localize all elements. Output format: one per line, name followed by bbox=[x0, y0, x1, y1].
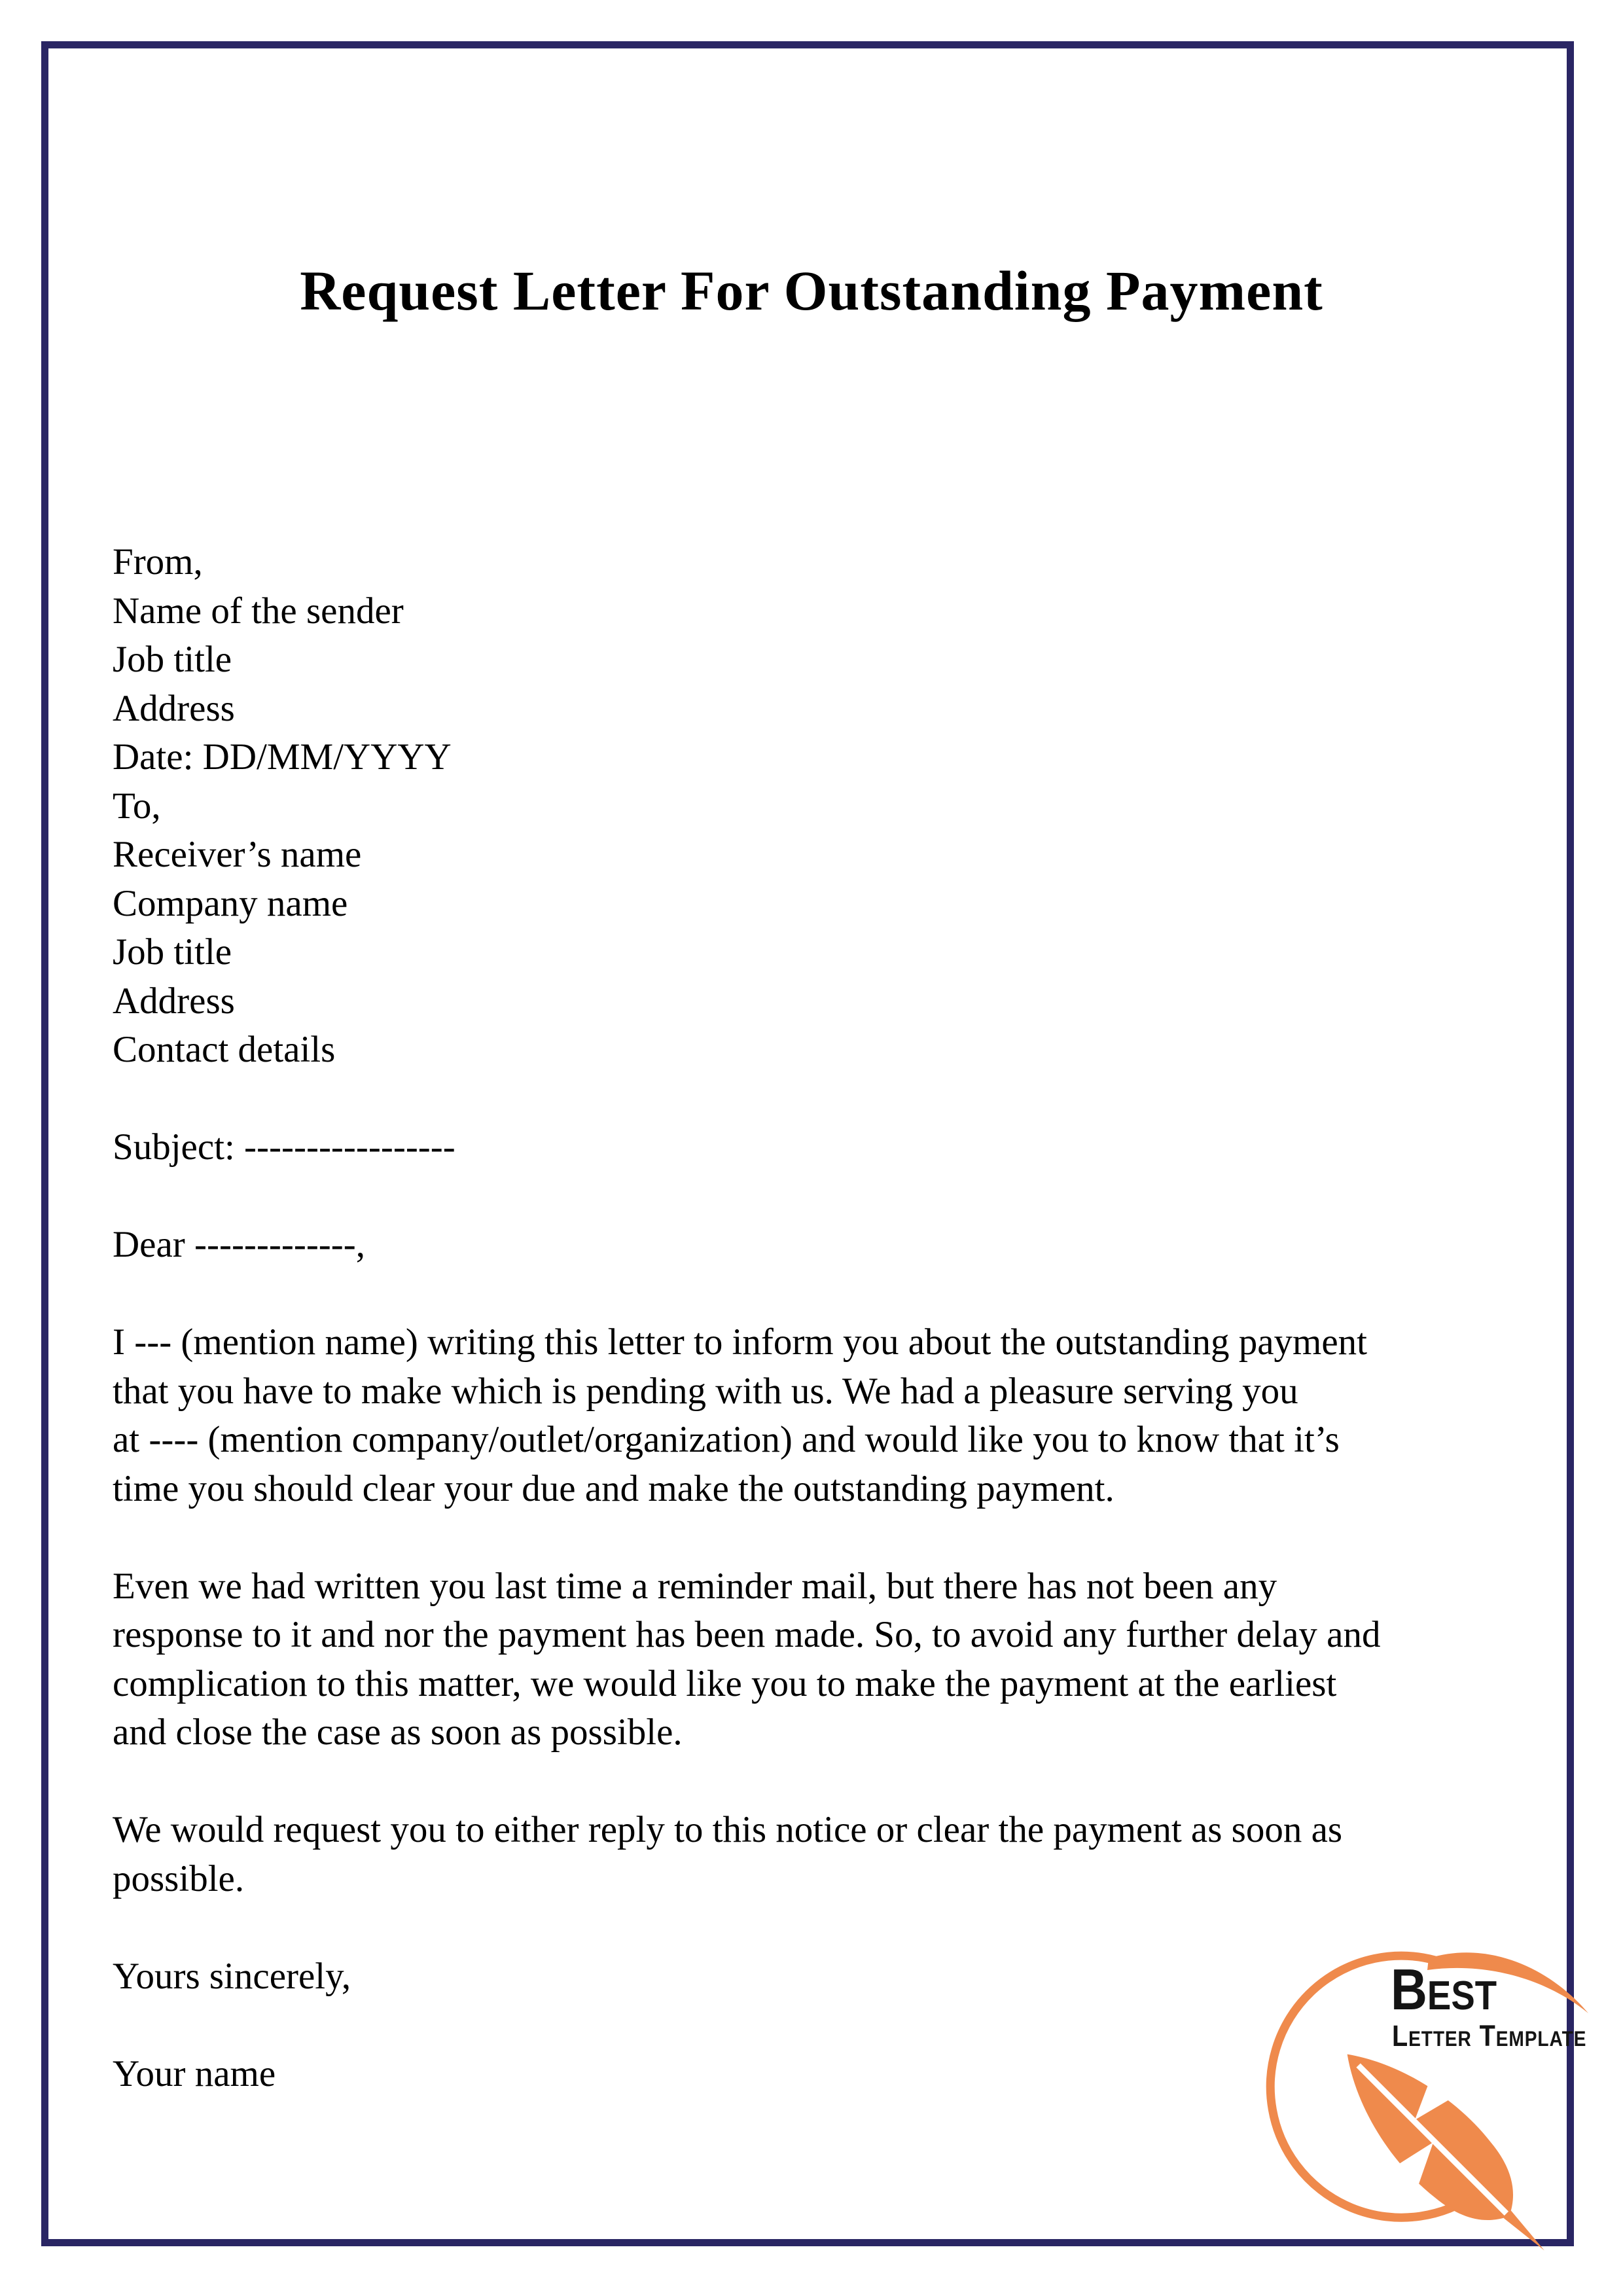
paragraph-line: and close the case as soon as possible. bbox=[113, 1712, 683, 1753]
signature-line: Your name bbox=[113, 2053, 276, 2094]
blank-line bbox=[113, 1757, 1533, 1806]
quill-feather-icon bbox=[1317, 2024, 1573, 2270]
address-line: Company name bbox=[113, 882, 348, 924]
salutation-line: Dear -------------, bbox=[113, 1224, 366, 1265]
page-title: Request Letter For Outstanding Payment bbox=[300, 259, 1323, 322]
paragraph-line: We would request you to either reply to this notice or clear the payment as soon as bbox=[113, 1809, 1343, 1850]
paragraph-line: complication to this matter, we would like you to make the payment at the earliest bbox=[113, 1662, 1337, 1704]
subject-line: Subject: ----------------- bbox=[113, 1126, 455, 1168]
blank-line bbox=[113, 1172, 1533, 1221]
paragraph-line: I --- (mention name) writing this letter to inform you about the outstanding payment bbox=[113, 1321, 1367, 1363]
address-line: Address bbox=[113, 980, 235, 1022]
paragraph-line: time you should clear your due and make the outstanding payment. bbox=[113, 1467, 1115, 1509]
closing-line: Yours sincerely, bbox=[113, 1955, 351, 1997]
address-line: Address bbox=[113, 687, 235, 729]
address-line: Receiver’s name bbox=[113, 834, 362, 875]
brand-logo bbox=[1252, 1929, 1605, 2270]
address-line: Date: DD/MM/YYYY bbox=[113, 736, 452, 778]
address-line: To, bbox=[113, 785, 161, 827]
blank-line bbox=[113, 1075, 1533, 1124]
paragraph-line: possible. bbox=[113, 1857, 245, 1899]
letter-body bbox=[113, 538, 1533, 2098]
paragraph-line: that you have to make which is pending with us. We had a pleasure serving you bbox=[113, 1370, 1298, 1412]
blank-line bbox=[113, 1513, 1533, 1562]
address-line: From, bbox=[113, 541, 203, 583]
logo-brand-text: Best bbox=[1391, 1957, 1497, 2022]
blank-line bbox=[113, 1270, 1533, 1319]
paragraph-line: Even we had written you last time a reminder mail, but there has not been any bbox=[113, 1565, 1277, 1607]
paragraph-line: response to it and nor the payment has been made. So, to avoid any further delay and bbox=[113, 1614, 1381, 1655]
address-line: Contact details bbox=[113, 1029, 336, 1070]
logo-tagline-text: Letter Template bbox=[1392, 2019, 1587, 2053]
paragraph-line: at ---- (mention company/outlet/organization) and would like you to know that it’s bbox=[113, 1419, 1340, 1460]
address-line: Name of the sender bbox=[113, 590, 404, 632]
address-line: Job title bbox=[113, 931, 232, 973]
address-line: Job title bbox=[113, 639, 232, 680]
